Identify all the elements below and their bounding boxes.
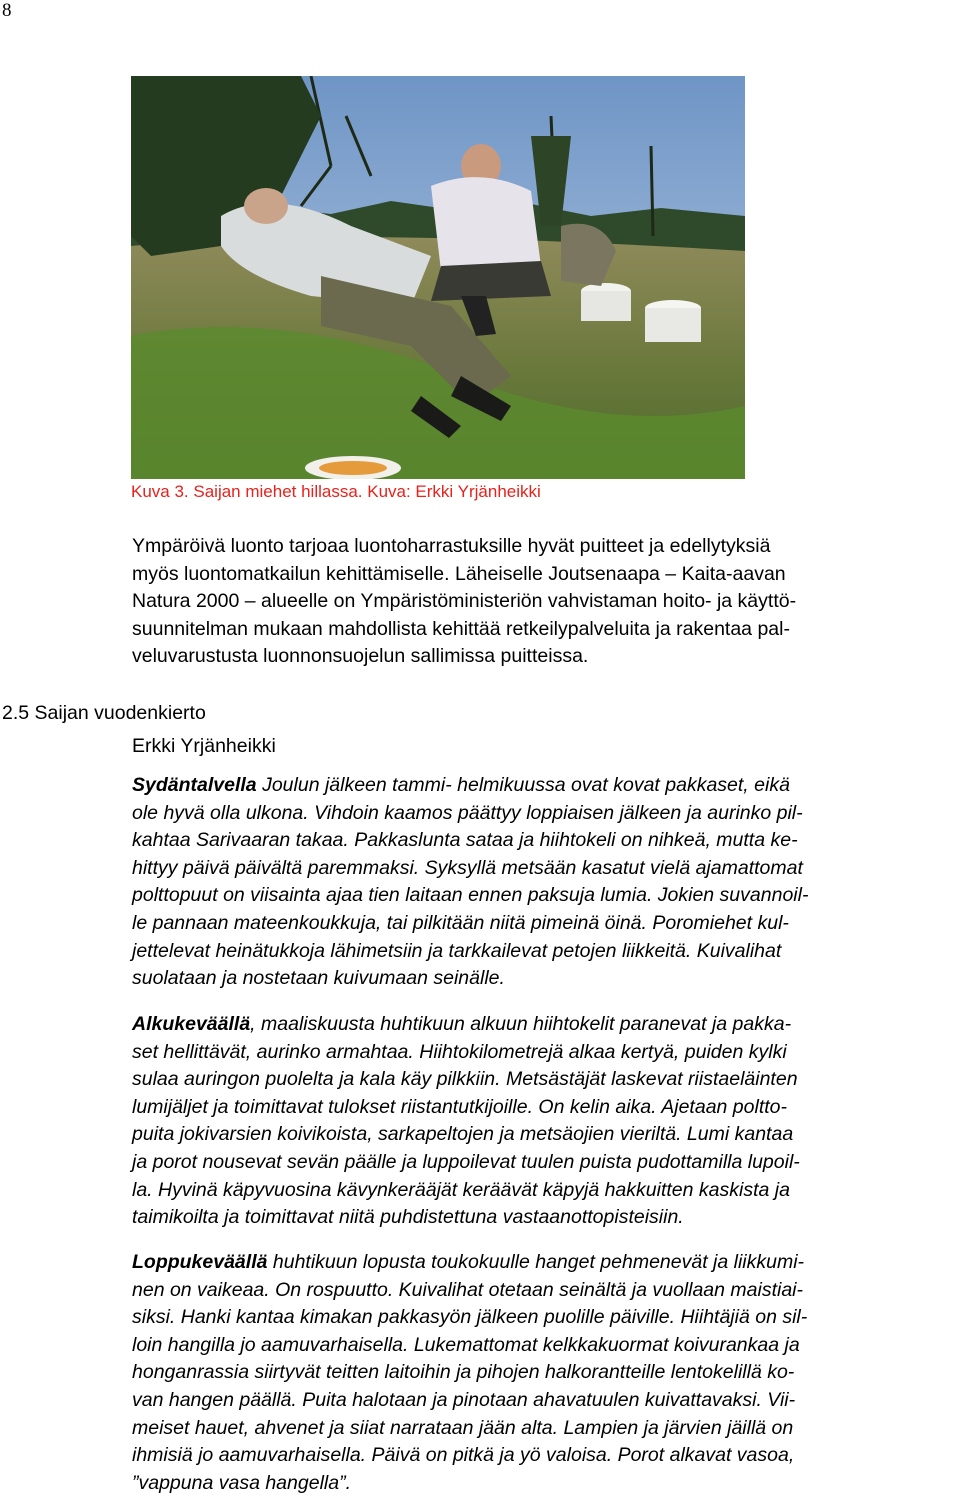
winter-line: jettelevat heinätukkoja lähimetsiin ja tarkkailevat petojen liikkeitä. Kuivalihat [132,939,782,962]
winter-line: polttopuut on viisainta ajaa tien laitaan ennen paksuja lumia. Jokien suvannoil- [132,884,809,907]
intro-line: myös luontomatkailun kehittämiselle. Läheiselle Joutsenaapa – Kaita-aavan [132,562,786,585]
early-spring-line: lumijäljet ja toimittavat tulokset riistantutkijoille. On kelin aika. Ajetaan poltto- [132,1095,787,1118]
intro-line: Ympäröivä luonto tarjoaa luontoharrastuksille hyvät puitteet ja edellytyksiä [132,535,771,557]
late-spring-line: honganrassia siirtyvät teitten laitoihin ja pihojen halkorantteille lentokelillä ko- [132,1361,795,1384]
early-spring-line: set hellittävät, aurinko armahtaa. Hiihtokilometrejä alkaa kertyä, puiden kylki [132,1040,787,1063]
early-spring-line: sulaa auringon puolelta ja kala käy pilkkiin. Metsästäjät laskevat riistaeläinten [132,1068,798,1091]
winter-line: hittyy päivä päivältä paremmaksi. Syksyllä metsään kasatut vielä ajamattomat [132,856,803,879]
photo-caption: Kuva 3. Saijan miehet hillassa. Kuva: Erkki Yrjänheikki [131,482,541,501]
winter-term: Sydäntalvella [132,774,257,796]
late-spring-line: ”vappuna vasa hangella”. [132,1471,351,1494]
late-spring-line: loin hangilla jo aamuvarhaisella. Lukemattomat kelkkakuormat koivurankaa ja [132,1333,800,1356]
section-author: Erkki Yrjänheikki [132,735,276,757]
winter-first-line: Joulun jälkeen tammi- helmikuussa ovat kovat pakkaset, eikä [256,774,790,796]
photo-two-men-resting-on-bog-icon [131,76,745,479]
intro-paragraph [132,533,932,671]
intro-line: suunnitelman mukaan mahdollista kehittää retkeilypalveluita ja rakentaa pal- [132,617,790,640]
late-spring-line: van hangen päällä. Puita halotaan ja pinotaan ahavatuulen kuivattavaksi. Vii- [132,1388,796,1411]
winter-line: suolataan ja nostetaan kuivumaan seinälle. [132,967,505,990]
early-spring-line: taimikoilta ja toimittavat niitä puhdistettuna vastaanottopisteisiin. [132,1206,684,1229]
late-spring-first-line: huhtikuun lopusta toukokuulle hanget pehmenevät ja liikkumi- [267,1251,805,1273]
early-spring-line: la. Hyvinä käpyvuosina kävynkerääjät keräävät käpyjä hakkuitten kaskista ja [132,1178,790,1201]
winter-paragraph [132,772,932,993]
section-heading: 2.5 Saijan vuodenkierto [2,702,206,724]
early-spring-term: Alkukeväällä [132,1013,251,1035]
early-spring-paragraph [132,1011,932,1232]
late-spring-term: Loppukeväällä [132,1251,268,1273]
early-spring-first-line: , maaliskuusta huhtikuun alkuun hiihtokelit paranevat ja pakka- [250,1013,792,1035]
late-spring-paragraph [132,1249,932,1497]
late-spring-line: siksi. Hanki kantaa kimakan pakkasyön jälkeen puolille päiville. Hiihtäjiä on sil- [132,1306,808,1329]
winter-line: ole hyvä olla ulkona. Vihdoin kaamos päättyy loppiaisen jälkeen ja aurinko pil- [132,801,803,824]
winter-line: le pannaan mateenkoukkuja, tai pilkitään niitä pimeinä öinä. Poromiehet kul- [132,911,789,934]
late-spring-line: meiset hauet, ahvenet ja siiat narrataan jään alta. Lampien ja järvien jäillä on [132,1416,794,1439]
intro-line: Natura 2000 – alueelle on Ympäristöministeriön vahvistaman hoito- ja käyttö- [132,590,797,613]
late-spring-line: ihmisiä jo aamuvarhaisella. Päivä on pitkä ja yö valoisa. Porot alkavat vasoa, [132,1444,795,1467]
intro-line: veluvarustusta luonnonsuojelun sallimissa puitteissa. [132,645,589,668]
late-spring-line: nen on vaikeaa. On rospuutto. Kuivalihat otetaan seinältä ja vuollaan maistiai- [132,1278,803,1301]
early-spring-line: ja porot nousevat sevän päälle ja luppoilevat tuulen puista pudottamilla lupoil- [132,1150,800,1173]
winter-line: kahtaa Sarivaaran takaa. Pakkaslunta sataa ja hiihtokeli on nihkeä, mutta ke- [132,829,798,852]
early-spring-line: puita jokivarsien koivikoista, sarkapeltojen ja metsäojien vieriltä. Lumi kantaa [132,1123,794,1146]
page-number: 8 [2,0,12,21]
